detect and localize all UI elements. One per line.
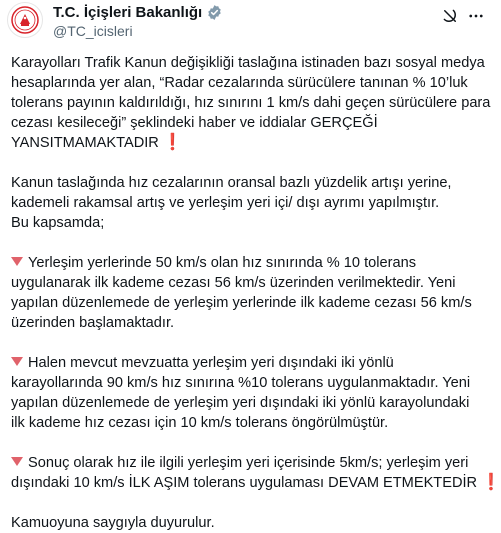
post-text [11, 53, 501, 533]
paragraph-5 [11, 453, 501, 493]
post-line-last [11, 473, 501, 493]
red-triangle-down-icon [11, 257, 23, 266]
account-name-row [53, 4, 223, 21]
post-line: kademeli rakamsal artış ve yerleşim yeri içi/ dışı ayrımı yapılmıştır. [11, 195, 440, 211]
paragraph-2 [11, 173, 481, 233]
post-line: ilk kademe hız cezası için 10 km/s tolerans öngörülmüştür. [11, 415, 389, 431]
more-options-icon[interactable] [466, 6, 486, 26]
verified-badge-icon [206, 4, 223, 21]
post-line: Bu kapsamda; [11, 215, 105, 231]
post-line: yapılan düzenlemede de yerleşim yerlerinde ilk kademe cezası 56 km/s [11, 295, 472, 311]
post-line-text: Halen mevcut mevzuatta yerleşim yeri dışındaki iki yönlü [28, 355, 394, 371]
post-line: yapılan düzenlemede de yerleşim yeri dışındaki iki yönlü karayolundaki [11, 395, 470, 411]
red-triangle-down-icon [11, 357, 23, 366]
post-line-text: Sonuç olarak hız ile ilgili yerleşim yeri içerisinde 5km/s; yerleşim yeri [28, 455, 469, 471]
post-line: Kanun taslağında hız cezalarının oransal bazlı yüzdelik artışı yerine, [11, 175, 452, 191]
red-exclamation-icon: ❗ [162, 134, 183, 151]
grok-icon[interactable] [440, 6, 460, 26]
post-line-text: YANSITMAMAKTADIR [11, 135, 159, 151]
post-line: Karayolları Trafik Kanun değişikliği taslağına istinaden bazı sosyal medya [11, 55, 485, 71]
paragraph-1 [11, 53, 491, 153]
ministry-emblem-icon [10, 5, 40, 35]
post-line: Kamuoyuna saygıyla duyurulur. [11, 515, 215, 531]
post-line: tolerans payının kaldırıldığı, hız sınırını 1 km/s dahi geçen sürücülere para [11, 95, 491, 111]
post-line-first [11, 353, 481, 373]
account-name[interactable]: T.C. İçişleri Bakanlığı [53, 4, 203, 21]
post-line-text: dışındaki 10 km/s İLK AŞIM tolerans uygulaması DEVAM ETMEKTEDİR [11, 475, 478, 491]
post-line: karayollarında 90 km/s hız sınırına %10 tolerans uygulanmaktadır. Yeni [11, 375, 471, 391]
post-line: cezası kesileceği” şeklindeki haber ve iddialar GERÇEĞİ [11, 115, 378, 131]
account-handle[interactable]: @TC_icisleri [53, 23, 133, 39]
post-line-text: Yerleşim yerlerinde 50 km/s olan hız sınırında % 10 tolerans [28, 255, 417, 271]
post-line: üzerinden başlamaktadır. [11, 315, 175, 331]
post-header [0, 0, 486, 44]
avatar[interactable] [7, 2, 43, 38]
red-exclamation-icon: ❗ [481, 474, 501, 491]
red-triangle-down-icon [11, 457, 23, 466]
post-line-first [11, 453, 481, 473]
post-line: uygulanarak ilk kademe cezası 56 km/s üzerinden verilmektedir. Yeni [11, 275, 456, 291]
paragraph-4 [11, 353, 481, 433]
post-line-first [11, 253, 481, 273]
post-line: hesaplarında yer alan, “Radar cezalarında sürücülere tanınan % 10’luk [11, 75, 468, 91]
paragraph-3 [11, 253, 481, 333]
post-line-last [11, 133, 481, 153]
paragraph-6 [11, 513, 481, 533]
